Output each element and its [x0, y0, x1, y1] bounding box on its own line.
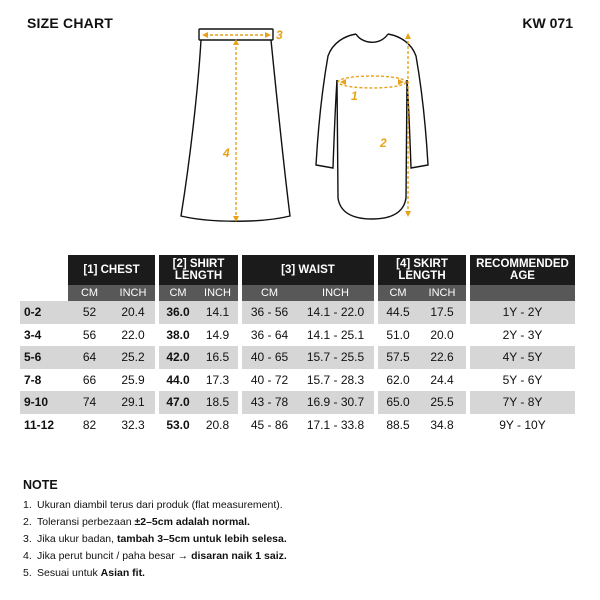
- note-item: [23, 531, 287, 548]
- table-cell: 14.9: [205, 327, 230, 342]
- unit-cm: CM: [159, 285, 197, 301]
- table-cell: 57.5: [378, 346, 418, 369]
- size-label: 11-12: [24, 417, 55, 432]
- table-cell: 44.5: [378, 301, 418, 324]
- table-cell: 7Y - 8Y: [470, 391, 575, 414]
- table-cell: 2Y - 3Y: [502, 327, 543, 342]
- table-cell: 20.4: [111, 301, 155, 324]
- unit-inch: INCH: [111, 285, 155, 301]
- table-cell: 42.0: [159, 346, 197, 369]
- table-cell: 16.5: [197, 346, 238, 369]
- size-label: 7-8: [24, 372, 42, 387]
- table-cell: 36.0: [159, 301, 197, 324]
- table-cell: 64: [68, 346, 111, 369]
- table-cell: 36 - 64: [250, 327, 289, 342]
- table-cell: 47.0: [159, 391, 197, 414]
- note-number: 1.: [23, 499, 32, 511]
- header-skirt-length: [4] SKIRT LENGTH: [378, 255, 466, 285]
- size-label: 3-4: [24, 327, 42, 342]
- measure-label-2: 2: [380, 136, 387, 150]
- table-cell: 24.4: [430, 372, 454, 387]
- table-row: [20, 346, 575, 369]
- header-shirt-length: [2] SHIRT LENGTH: [159, 255, 238, 285]
- note-number: 5.: [23, 567, 32, 579]
- note-text: Jika ukur badan,: [37, 533, 117, 545]
- table-cell: 16.9 - 30.7: [297, 391, 374, 414]
- unit-cm: CM: [378, 285, 418, 301]
- unit-cm: CM: [68, 285, 111, 301]
- measure-label-4: 4: [223, 146, 230, 160]
- table-cell: 45 - 86: [250, 417, 289, 432]
- unit-inch: INCH: [297, 285, 374, 301]
- page-title: SIZE CHART: [27, 15, 113, 31]
- product-code: KW 071: [522, 15, 573, 31]
- table-cell: 32.3: [121, 417, 145, 432]
- size-label: 9-10: [20, 391, 68, 414]
- garment-illustration: [0, 0, 600, 245]
- header-chest: [1] CHEST: [68, 255, 155, 285]
- note-number: 2.: [23, 516, 32, 528]
- table-row: [20, 324, 575, 347]
- note-number: 4.: [23, 550, 32, 562]
- note-emphasis: ±2–5cm adalah normal.: [134, 516, 250, 528]
- note-text: Sesuai untuk: [37, 567, 101, 579]
- table-cell: 43 - 78: [242, 391, 297, 414]
- note-number: 3.: [23, 533, 32, 545]
- note-item: [23, 548, 287, 565]
- table-cell: 88.5: [386, 417, 410, 432]
- note-text: Jika perut buncit / paha besar →: [37, 550, 192, 562]
- table-row: [20, 391, 575, 414]
- table-cell: 17.3: [205, 372, 230, 387]
- table-cell: 40 - 72: [250, 372, 289, 387]
- table-unit-header: [20, 285, 575, 301]
- note-item: [23, 565, 287, 582]
- table-row: [20, 301, 575, 324]
- table-cell: 15.7 - 25.5: [297, 346, 374, 369]
- table-cell: 5Y - 6Y: [502, 372, 543, 387]
- table-cell: 29.1: [111, 391, 155, 414]
- table-cell: 15.7 - 28.3: [306, 372, 365, 387]
- unit-inch: INCH: [418, 285, 466, 301]
- table-cell: 74: [68, 391, 111, 414]
- note-emphasis: Asian fit.: [100, 567, 145, 579]
- shirt-measure-lines: [338, 36, 408, 214]
- note-item: [23, 497, 287, 514]
- note-emphasis: tambah 3–5cm untuk lebih selesa.: [116, 533, 287, 545]
- table-cell: 22.0: [121, 327, 145, 342]
- unit-cm: CM: [242, 285, 297, 301]
- notes-list: [23, 497, 287, 582]
- table-cell: 1Y - 2Y: [470, 301, 575, 324]
- table-cell: 14.1 - 22.0: [297, 301, 374, 324]
- table-cell: 25.9: [121, 372, 145, 387]
- table-cell: 14.1 - 25.1: [306, 327, 365, 342]
- table-row: [20, 414, 575, 437]
- table-cell: 14.1: [197, 301, 238, 324]
- table-cell: 4Y - 5Y: [470, 346, 575, 369]
- unit-inch: INCH: [197, 285, 238, 301]
- note-item: [23, 514, 287, 531]
- shirt-drawing: [316, 34, 428, 219]
- table-cell: 36 - 56: [242, 301, 297, 324]
- table-cell: 20.8: [205, 417, 230, 432]
- size-chart-table: [20, 255, 575, 436]
- table-cell: 25.5: [418, 391, 466, 414]
- table-cell: 9Y - 10Y: [499, 417, 546, 432]
- table-cell: 65.0: [378, 391, 418, 414]
- table-cell: 53.0: [166, 417, 190, 432]
- table-cell: 18.5: [197, 391, 238, 414]
- skirt-measure-lines: [205, 35, 268, 219]
- table-cell: 44.0: [166, 372, 190, 387]
- table-cell: 62.0: [386, 372, 410, 387]
- header-waist: [3] WAIST: [242, 255, 374, 285]
- table-cell: 17.1 - 33.8: [306, 417, 365, 432]
- table-cell: 38.0: [166, 327, 190, 342]
- size-label: 5-6: [20, 346, 68, 369]
- table-cell: 17.5: [418, 301, 466, 324]
- table-cell: 51.0: [386, 327, 410, 342]
- note-emphasis: disaran naik 1 saiz.: [191, 550, 287, 562]
- header-recommended-age: RECOMMENDED AGE: [470, 255, 575, 285]
- table-cell: 20.0: [430, 327, 454, 342]
- measure-label-3: 3: [276, 28, 283, 42]
- table-cell: 56: [82, 327, 97, 342]
- measure-label-1: 1: [351, 89, 358, 103]
- table-group-header: [20, 255, 575, 285]
- table-cell: 25.2: [111, 346, 155, 369]
- note-text: Ukuran diambil terus dari produk (flat measurement).: [37, 499, 283, 511]
- notes-title: NOTE: [23, 478, 58, 492]
- table-row: [20, 369, 575, 392]
- table-cell: 52: [68, 301, 111, 324]
- note-text: Toleransi perbezaan: [37, 516, 135, 528]
- table-cell: 40 - 65: [242, 346, 297, 369]
- table-cell: 82: [82, 417, 97, 432]
- table-cell: 22.6: [418, 346, 466, 369]
- table-cell: 66: [82, 372, 97, 387]
- table-cell: 34.8: [430, 417, 454, 432]
- size-label: 0-2: [20, 301, 68, 324]
